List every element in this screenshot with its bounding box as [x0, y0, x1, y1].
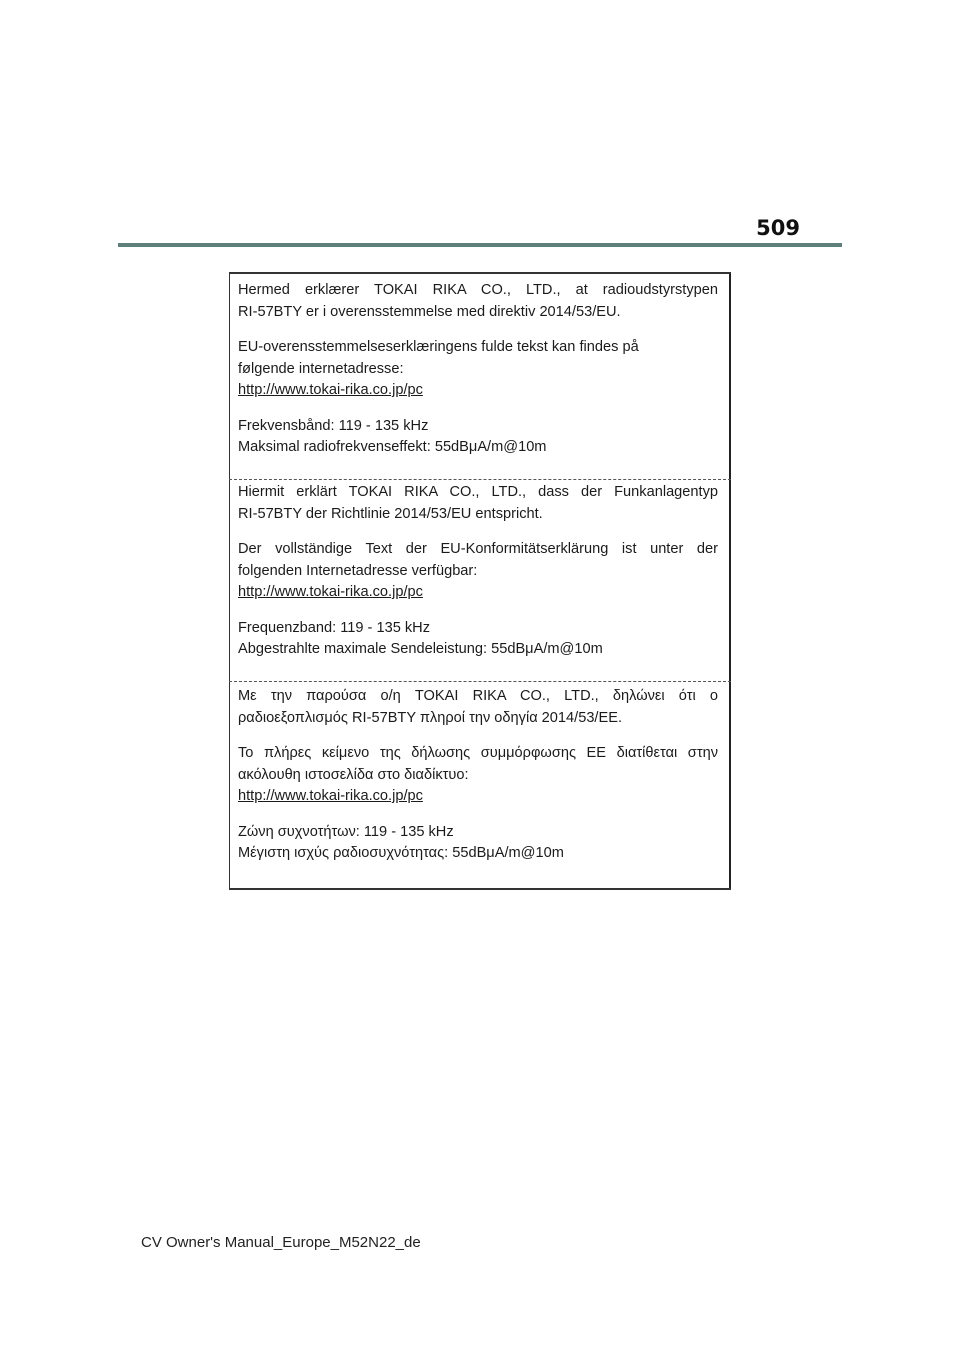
declaration-line-2: ραδιοεξοπλισμός RI-57BTY πληροί την οδηγία 2014/53/ΕΕ. — [238, 709, 623, 726]
fulltext-line-2: folgenden Internetadresse verfügbar: — [238, 562, 478, 579]
technical-specs — [238, 618, 718, 661]
declaration-url-link[interactable]: http://www.tokai-rika.co.jp/pc — [238, 788, 423, 804]
fulltext-text — [238, 539, 718, 604]
fulltext-text — [238, 743, 718, 808]
page-number: 509 — [756, 216, 800, 240]
section-greek — [238, 686, 718, 879]
declaration-line-2: RI-57BTY er i overensstemmelse med direktiv 2014/53/EU. — [238, 303, 621, 320]
declaration-text — [238, 482, 718, 525]
declaration-url-link[interactable]: http://www.tokai-rika.co.jp/pc — [238, 382, 423, 398]
declaration-url-link[interactable]: http://www.tokai-rika.co.jp/pc — [238, 584, 423, 600]
fulltext-line-1: Το πλήρες κείμενο της δήλωσης συμμόρφωσης ΕΕ διατίθεται στην — [238, 745, 718, 761]
fulltext-line-2: følgende internetadresse: — [238, 360, 404, 377]
box-bottom-border — [229, 888, 731, 890]
max-power: Μέγιστη ισχύς ραδιοσυχνότητας: 55dBμA/m@10m — [238, 845, 564, 861]
declaration-line-1: Hermed erklærer TOKAI RIKA CO., LTD., at radioudstyrstypen — [238, 282, 718, 298]
header-rule — [118, 243, 842, 247]
section-divider — [229, 479, 731, 480]
box-top-border — [229, 272, 731, 274]
max-power: Maksimal radiofrekvenseffekt: 55dBμA/m@10m — [238, 439, 547, 455]
section-german — [238, 482, 718, 675]
max-power: Abgestrahlte maximale Sendeleistung: 55dBμA/m@10m — [238, 641, 603, 657]
declaration-text — [238, 686, 718, 729]
fulltext-text — [238, 337, 718, 402]
declaration-text — [238, 280, 718, 323]
declaration-line-1: Με την παρούσα ο/η TOKAI RIKA CO., LTD., δηλώνει ότι ο — [238, 688, 718, 704]
footer-manual-id: CV Owner's Manual_Europe_M52N22_de — [141, 1234, 421, 1251]
technical-specs — [238, 416, 718, 459]
declaration-line-1: Hiermit erklärt TOKAI RIKA CO., LTD., dass der Funkanlagentyp — [238, 484, 718, 500]
section-danish — [238, 280, 718, 473]
frequency-band: Ζώνη συχνοτήτων: 119 - 135 kHz — [238, 823, 454, 840]
section-divider — [229, 681, 731, 682]
technical-specs — [238, 822, 718, 865]
fulltext-line-1: Der vollständige Text der EU-Konformitätserklärung ist unter der — [238, 541, 718, 557]
fulltext-line-1: EU-overensstemmelseserklæringens fulde tekst kan findes på — [238, 339, 639, 355]
declaration-line-2: RI-57BTY der Richtlinie 2014/53/EU entspricht. — [238, 505, 543, 522]
frequency-band: Frekvensbånd: 119 - 135 kHz — [238, 417, 429, 434]
frequency-band: Frequenzband: 119 - 135 kHz — [238, 619, 430, 636]
fulltext-line-2: ακόλουθη ιστοσελίδα στο διαδίκτυο: — [238, 766, 469, 783]
